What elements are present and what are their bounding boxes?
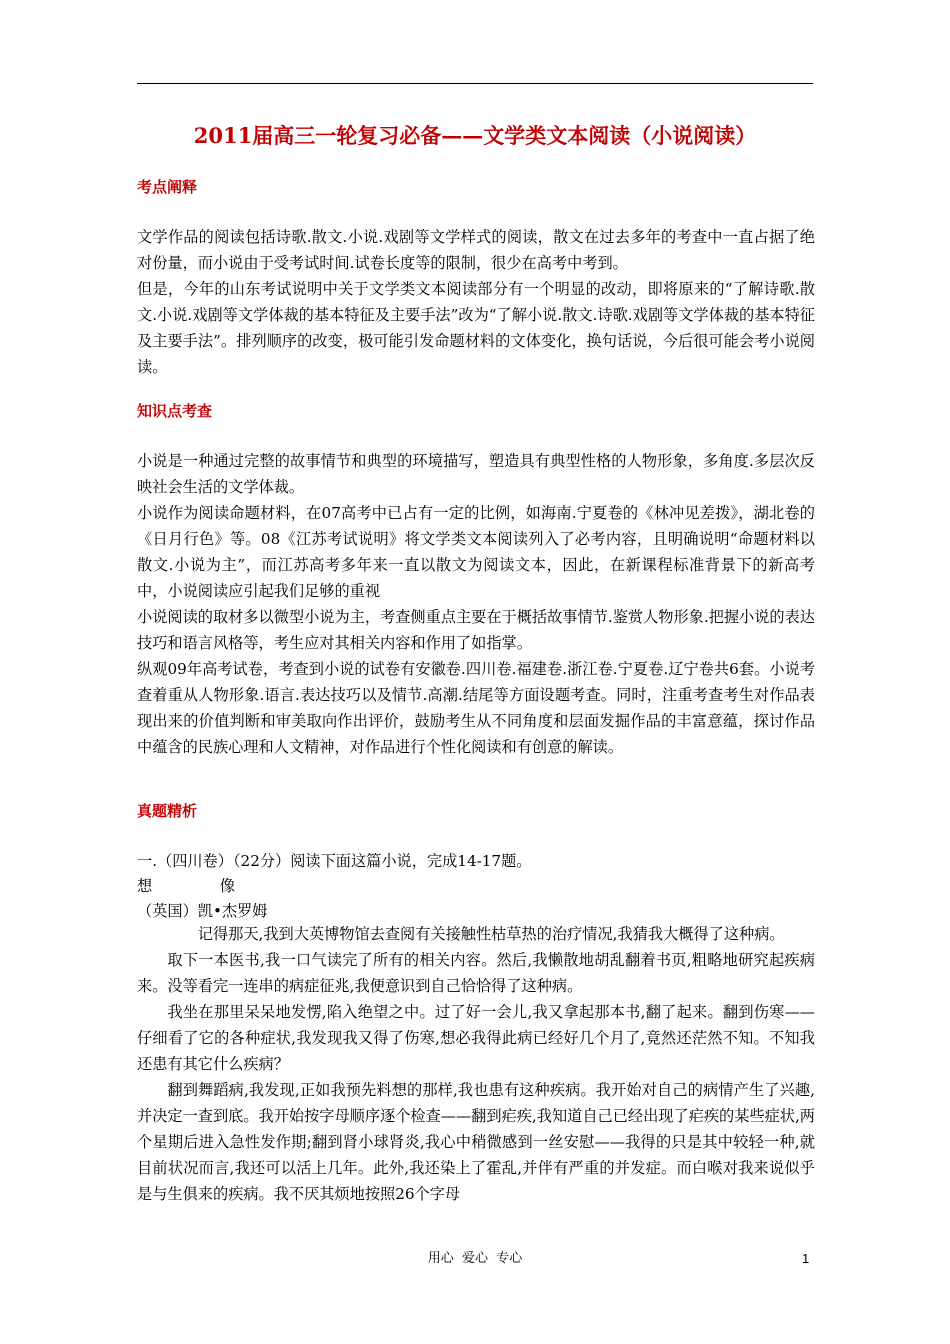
section-zhishidian-body xyxy=(137,448,815,760)
section-heading-zhenti: 真题精析 xyxy=(137,802,198,820)
question-intro: 一.（四川卷）（22分）阅读下面这篇小说，完成14-17题。 xyxy=(137,852,532,870)
header-rule xyxy=(137,83,813,84)
story-paragraph: 我坐在那里呆呆地发愣,陷入绝望之中。过了好一会儿,我又拿起那本书,翻了起来。翻到伤寒——仔细看了它的各种症状,我发现我又得了伤寒,想必我得此病已经好几个月了,竟然还茫然不知。不知我还患有其它什么疾病？ xyxy=(137,1003,815,1073)
paragraph: 纵观09年高考试卷，考查到小说的试卷有安徽卷.四川卷.福建卷.浙江卷.宁夏卷.辽宁卷共6套。小说考查着重从人物形象.语言.表达技巧以及情节.高潮.结尾等方面设题考查。同时，注重考查考生对作品表现出来的价值判断和审美取向作出评价，鼓励考生从不同角度和层面发掘作品的丰富意蕴，探讨作品中蕴含的民族心理和人文精神，对作品进行个性化阅读和有创意的解读。 xyxy=(137,660,815,756)
paragraph: 小说阅读的取材多以微型小说为主，考查侧重点主要在于概括故事情节.鉴赏人物形象.把握小说的表达技巧和语言风格等，考生应对其相关内容和作用了如指掌。 xyxy=(137,608,815,652)
paragraph: 小说作为阅读命题材料，在07高考中已占有一定的比例，如海南.宁夏卷的《林冲见差拨》，湖北卷的《日月行色》等。08《江苏考试说明》将文学类文本阅读列入了必考内容，且明确说明“命题材料以散文.小说为主”，而江苏高考多年来一直以散文为阅读文本，因此，在新课程标准背景下的新高考中，小说阅读应引起我们足够的重视 xyxy=(137,504,815,600)
page-number: 1 xyxy=(802,1251,810,1266)
paragraph: 小说是一种通过完整的故事情节和典型的环境描写，塑造具有典型性格的人物形象，多角度.多层次反映社会生活的文学体裁。 xyxy=(137,452,815,496)
story-title: 想 像 xyxy=(137,877,235,895)
section-kaodian-body xyxy=(137,224,815,380)
story-paragraph: 记得那天,我到大英博物馆去查阅有关接触性枯草热的治疗情况,我猜我大概得了这种病。 xyxy=(197,925,785,943)
story-body xyxy=(137,921,815,1207)
paragraph: 文学作品的阅读包括诗歌.散文.小说.戏剧等文学样式的阅读，散文在过去多年的考查中一直占据了绝对份量，而小说由于受考试时间.试卷长度等的限制，很少在高考中考到。 xyxy=(137,228,815,272)
story-author: （英国）凯•杰罗姆 xyxy=(137,902,268,920)
paragraph: 但是，今年的山东考试说明中关于文学类文本阅读部分有一个明显的改动，即将原来的“了解诗歌.散文.小说.戏剧等文学体裁的基本特征及主要手法”改为“了解小说.散文.诗歌.戏剧等文学体裁的基本特征及主要手法”。排列顺序的改变，极可能引发命题材料的文体变化，换句话说，今后很可能会考小说阅读。 xyxy=(137,280,815,376)
section-heading-zhishidian: 知识点考查 xyxy=(137,402,213,420)
story-paragraph: 取下一本医书,我一口气读完了所有的相关内容。然后,我懒散地胡乱翻着书页,粗略地研究起疾病来。没等看完一连串的病症征兆,我便意识到自己恰恰得了这种病。 xyxy=(137,951,815,995)
section-heading-kaodian: 考点阐释 xyxy=(137,178,198,196)
footer-motto: 用心 爱心 专心 xyxy=(427,1251,523,1266)
document-title: 2011届高三一轮复习必备——文学类文本阅读（小说阅读） xyxy=(193,123,757,148)
story-paragraph: 翻到舞蹈病,我发现,正如我预先料想的那样,我也患有这种疾病。我开始对自己的病情产生了兴趣,并决定一查到底。我开始按字母顺序逐个检查——翻到疟疾,我知道自己已经出现了疟疾的某些症状,两个星期后进入急性发作期;翻到肾小球肾炎,我心中稍微感到一丝安慰——我得的只是其中较轻一种,就目前状况而言,我还可以活上几年。此外,我还染上了霍乱,并伴有严重的并发症。而白喉对我来说似乎是与生俱来的疾病。我不厌其烦地按照26个字母 xyxy=(137,1081,815,1203)
